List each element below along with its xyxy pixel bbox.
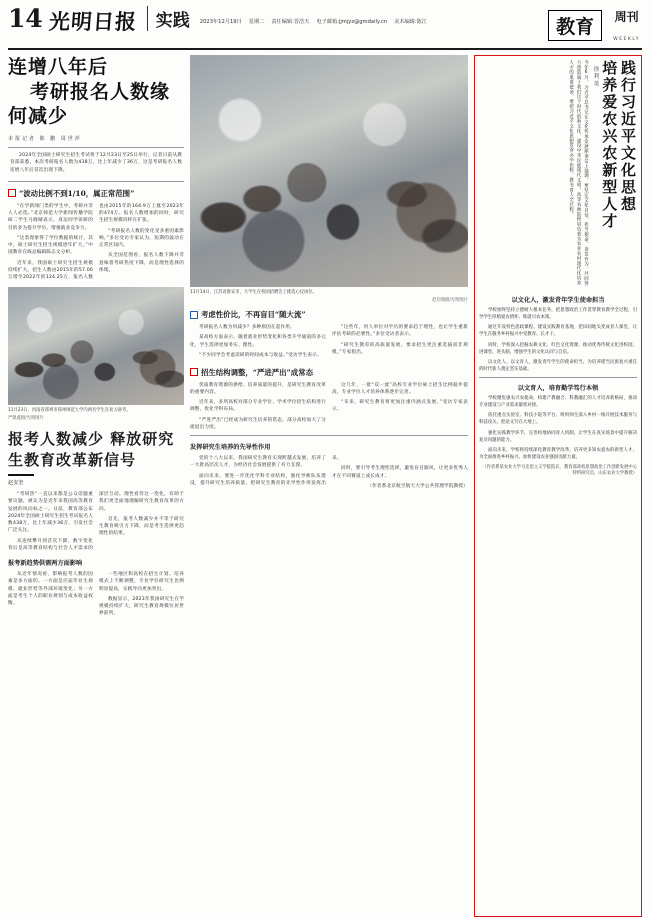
lead-headline-line1: 连增八年后	[8, 56, 109, 78]
bottom-subhead-1-label: 报考新趋势供需两方面影响	[8, 560, 83, 568]
credit-text: 赵启瑞摄/光明图片	[432, 298, 468, 303]
square-marker-icon	[190, 368, 198, 376]
paragraph: “严进严出”已经成为研究生培养的常态，部分高校加大了分流退出力度。	[190, 417, 326, 430]
bottom-sub2-body	[190, 455, 468, 490]
lead-byline: 本报记者 陈 鹏 周世祥	[8, 136, 82, 143]
meta-art-editor: 美术编辑:陈江	[394, 19, 427, 25]
paragraph: 同时，要引导考生理性选择，避免盲目跟风，让更多优秀人才在不同赛道上成长成才。	[332, 466, 468, 479]
supplement-title: 教育	[548, 10, 602, 41]
weekly-badge	[613, 6, 640, 44]
page-number: 14	[8, 4, 43, 33]
lead-subhead-3-label: 招生结构调整，“严进严出”成常态	[201, 367, 313, 377]
paragraph: 某高校方面表示，随着就业形势变化和各类升学通道的多元化，学生选择更加务实、理性。	[190, 335, 326, 348]
paragraph: 优质教育资源的供给、培养质量的提升，是研究生教育改革的重要内容。	[190, 382, 326, 395]
section-name: 实践	[147, 6, 190, 31]
paragraph: “这些年，用人单位对学历的要求趋于理性，也让学生重新评估考研的必要性。”多位受访者表示。	[332, 325, 468, 338]
bottom-source: （作者系北京航空航天大学公共管理学院教授）	[367, 483, 468, 489]
job-fair-photo	[190, 55, 468, 287]
small-photo-credit	[8, 415, 184, 421]
lead-subhead-2	[190, 309, 468, 320]
paragraph: “研究生教育的高质量发展，要求招生更注重选拔而非规模。”专家指出。	[332, 342, 468, 355]
meta-weekday: 星期二	[248, 19, 265, 25]
lead-section-2-body	[190, 324, 468, 361]
paragraph: 强化实践教学环节，完善校地协同育人机制，让学生在真实场景中提升解决复杂问题的能力。	[479, 430, 637, 443]
square-marker-icon	[190, 311, 198, 319]
caption-text: 11月23日，河南省郑州市郑州师范大学内两名学生在复习备考。	[8, 408, 131, 414]
lead-headline-line2: 考研报名人数缘何减少	[8, 80, 171, 128]
square-marker-icon	[8, 189, 16, 197]
paragraph: “考研报名人数的变化受多重因素影响。”多位受访专家认为，短期的波动在正常区间内。	[99, 228, 184, 249]
paragraph: “不少同学会考虑读研的时间成本与收益。”受访学生表示。	[199, 352, 322, 358]
middle-column-a	[190, 55, 468, 917]
feature-title-group	[592, 60, 638, 290]
paragraph: “在学新闻门类的学生中，考研并非人人必选。”北京师范大学新闻传播学院研二学生马晓晴表示，身边同学读研的目的多为提升学历、增强就业竞争力。	[8, 203, 93, 231]
main-photo-credit	[190, 297, 468, 303]
paragraph: 考研报名人数为何减少？多种原因在起作用。	[199, 325, 295, 330]
feature-subhead-1: 以文化人，激发青年学生使命担当	[511, 297, 605, 304]
lead-text: 2024年全国硕士研究生招生考试将于12月23日至25日举行。记者日前从教育部获悉，本次考研报名人数为438万，比上年减少了36万，这是考研报名人数连增八年后首次出现下降。	[10, 153, 182, 173]
meta-editor: 责任编辑:晋浩天	[271, 19, 310, 25]
lead-subhead-1-label: “波动比例不到1/10，属正常范围”	[19, 188, 135, 198]
paragraph: 学校始终坚持立德树人根本任务，把思想政治工作贯穿教育教学全过程，引导学生厚植爱农情怀、练就兴农本领。	[479, 308, 637, 321]
paragraph: 一些地区和高校在招生计划、培养模式上不断调整，专业学位研究生比例明显提高，实践导向更加突出。	[99, 572, 184, 592]
feature-body-2	[479, 395, 637, 461]
divider	[479, 377, 637, 378]
lead-paragraph	[8, 147, 184, 182]
bottom-headline: 报考人数减少 释放研究生教育改革新信号	[8, 430, 175, 470]
main-photo-caption	[190, 289, 468, 295]
paragraph: 面向未来，要进一步优化学科专业结构，强化导师队伍建设，提升研究生培养质量，把研究生教育的先导性作用发挥出来。	[190, 456, 342, 486]
weekly-label-cn: 周刊	[614, 10, 639, 24]
feature-signature: （作者系某农业大学马克思主义学院院长、教育部高校思想政治工作创新发展中心特约研究员，山东农业大学教授）	[482, 465, 637, 477]
bottom-intro-body	[8, 491, 184, 552]
masthead-right	[548, 6, 642, 44]
weekly-label-en: WEEKLY	[613, 37, 640, 42]
paragraph: 从近年情况看，影响报考人数的因素是多方面的。一方面是应届毕业生规模、就业形势等外部环境变化；另一方面是考生个人的职业规划与成本收益权衡。	[8, 572, 93, 607]
paragraph: 从全国范围看，报名人数下降并非意味着考研热度下降，而是理性选择的体现。	[99, 253, 184, 273]
bottom-sub1-body	[8, 571, 184, 618]
paragraph: 数据显示，2023年我国研究生在学规模持续扩大，研究生教育规模位居世界前列。	[99, 596, 184, 617]
feature-title-block	[479, 60, 637, 290]
paragraph: “考研热”一直以来都是公众话题重要议题，被认为是近年来我国高等教育发展的风向标之一。日前，教育部公布2024年全国硕士研究生招生考试报名人数438万，比上年减少36万，引发社会广泛关注。	[8, 492, 93, 534]
small-photo-caption	[8, 407, 184, 413]
paragraph: 以文化人、以文育人，激发青年学生的使命担当，为培养堪当民族复兴重任的时代新人奠定坚实基础。	[479, 359, 637, 372]
paragraph: “未来，研究生教育将更加注重内涵式发展。”受访专家表示。	[332, 400, 468, 413]
lead-subhead-3	[190, 367, 468, 378]
paragraph: “这类现象得了学位数据的统计，其中，硕士研究生招生规模逐年扩大。”中国教育在线总编辑陈志文分析。	[8, 235, 93, 256]
left-column	[8, 55, 184, 917]
masthead-meta	[200, 6, 548, 26]
paragraph: 近年来，我国硕士研究生招生规模持续扩大，招生人数由2015年的57.06万增至2022年的124.25万，报名人数也由2015年的164.9万上涨至2023年的474万。报名人数增加的同时，研究生招生规模同样在扩张。	[8, 203, 184, 281]
feature-title-line1: 践行习近平文化思想	[619, 60, 637, 213]
student-reading-photo	[8, 287, 184, 405]
caption-text: 11月14日，江苏省淮安市，大学生在校园招聘会上挑选心仪岗位。	[190, 290, 317, 295]
paragraph: 依托重点实验室、科技小院等平台，组织师生深入乡村一线开展技术服务与科技攻关，把论文写在大地上。	[479, 413, 637, 426]
page-body	[8, 55, 642, 917]
lead-subhead-2-label: 考虑性价比，不再盲目“随大流”	[201, 310, 306, 319]
feature-lead: 今年6月，习近平总书记在文化传承发展座谈会上强调，要坚定文化自信、担当使命、奋发有为，共同努力创造属于我们这个时代的新文化，建设中华民族现代文明。高等农林院校肩负着为农业农村现代化培养人才的重要使命，要把习近平文化思想贯穿办学治校、教书育人全过程。	[568, 60, 589, 286]
meta-email: 电子邮箱:jjmjyz@gmdaily.cn	[316, 19, 388, 25]
paragraph: 这几年，一批“双一流”高校专业学位硕士招生比例稳步提高，专业学位人才培养体系逐步完善。	[332, 382, 468, 395]
masthead	[8, 6, 642, 50]
paper-logo: 光明日报	[47, 9, 138, 34]
paragraph: 党的十八大以来，我国研究生教育实现跨越式发展，培养了一大批高层次人才，为经济社会发展提供了有力支撑。	[190, 456, 326, 469]
rule-divider	[8, 474, 34, 476]
lead-section-1-body	[8, 203, 184, 282]
divider	[190, 435, 468, 436]
lead-section-3-body	[190, 382, 468, 432]
meta-date: 2023年12月19日	[199, 19, 242, 25]
paragraph: 同时，学校深入挖掘农耕文化、红色文化资源，推动优秀传统文化进校园、进课堂、进头脑，增强学生的文化认同与自信。	[479, 342, 637, 355]
paragraph: 学校聚焦强农兴农使命，构建产教融合、科教融汇的人才培养新格局，推动专业建设与产业需求紧密对接。	[479, 396, 637, 409]
feature-title-line2: 培养爱农兴农新型人才	[600, 60, 619, 230]
paragraph: 首先，报考人数减少并不等于研究生教育吸引力下降，而是考生选择更趋理性的结果。	[99, 516, 184, 537]
bottom-author: 赵安奎	[8, 480, 24, 487]
lead-subhead-1	[8, 188, 184, 199]
paragraph: 从连续攀升到首次下降，数字变化背后是高等教育结构与社会人才需求的深层互动。理性看待这一变化，有助于我们更全面地理解研究生教育改革的方向。	[8, 492, 184, 551]
feature-body-1	[479, 307, 637, 373]
feature-article	[474, 55, 642, 917]
paragraph: 近年来，多所高校对部分专业学位、学术学位招生结构进行调整，优化学科布局。	[190, 400, 326, 413]
paragraph: 通过开设特色思政课程、建设实践教育基地，把田间地头变成育人课堂，让学生在服务乡村振兴中受教育、长才干。	[479, 325, 637, 338]
bottom-subhead-1	[8, 558, 184, 567]
feature-subhead-2: 以文育人，培育勤学笃行本领	[517, 385, 599, 392]
middle-columns	[190, 55, 468, 917]
paragraph: 面向未来，学校将持续深化教育教学改革，培养更多知农爱农的新型人才，为全面推进乡村振兴、加快建设农业强国贡献力量。	[479, 447, 637, 460]
credit-text: 严鼎鑫摄/光明图片	[8, 416, 44, 422]
bottom-subhead-2-label: 发挥研究生培养的先导性作用	[190, 444, 271, 451]
feature-author: 徐利英	[592, 66, 599, 89]
bottom-subhead-2	[190, 442, 468, 451]
